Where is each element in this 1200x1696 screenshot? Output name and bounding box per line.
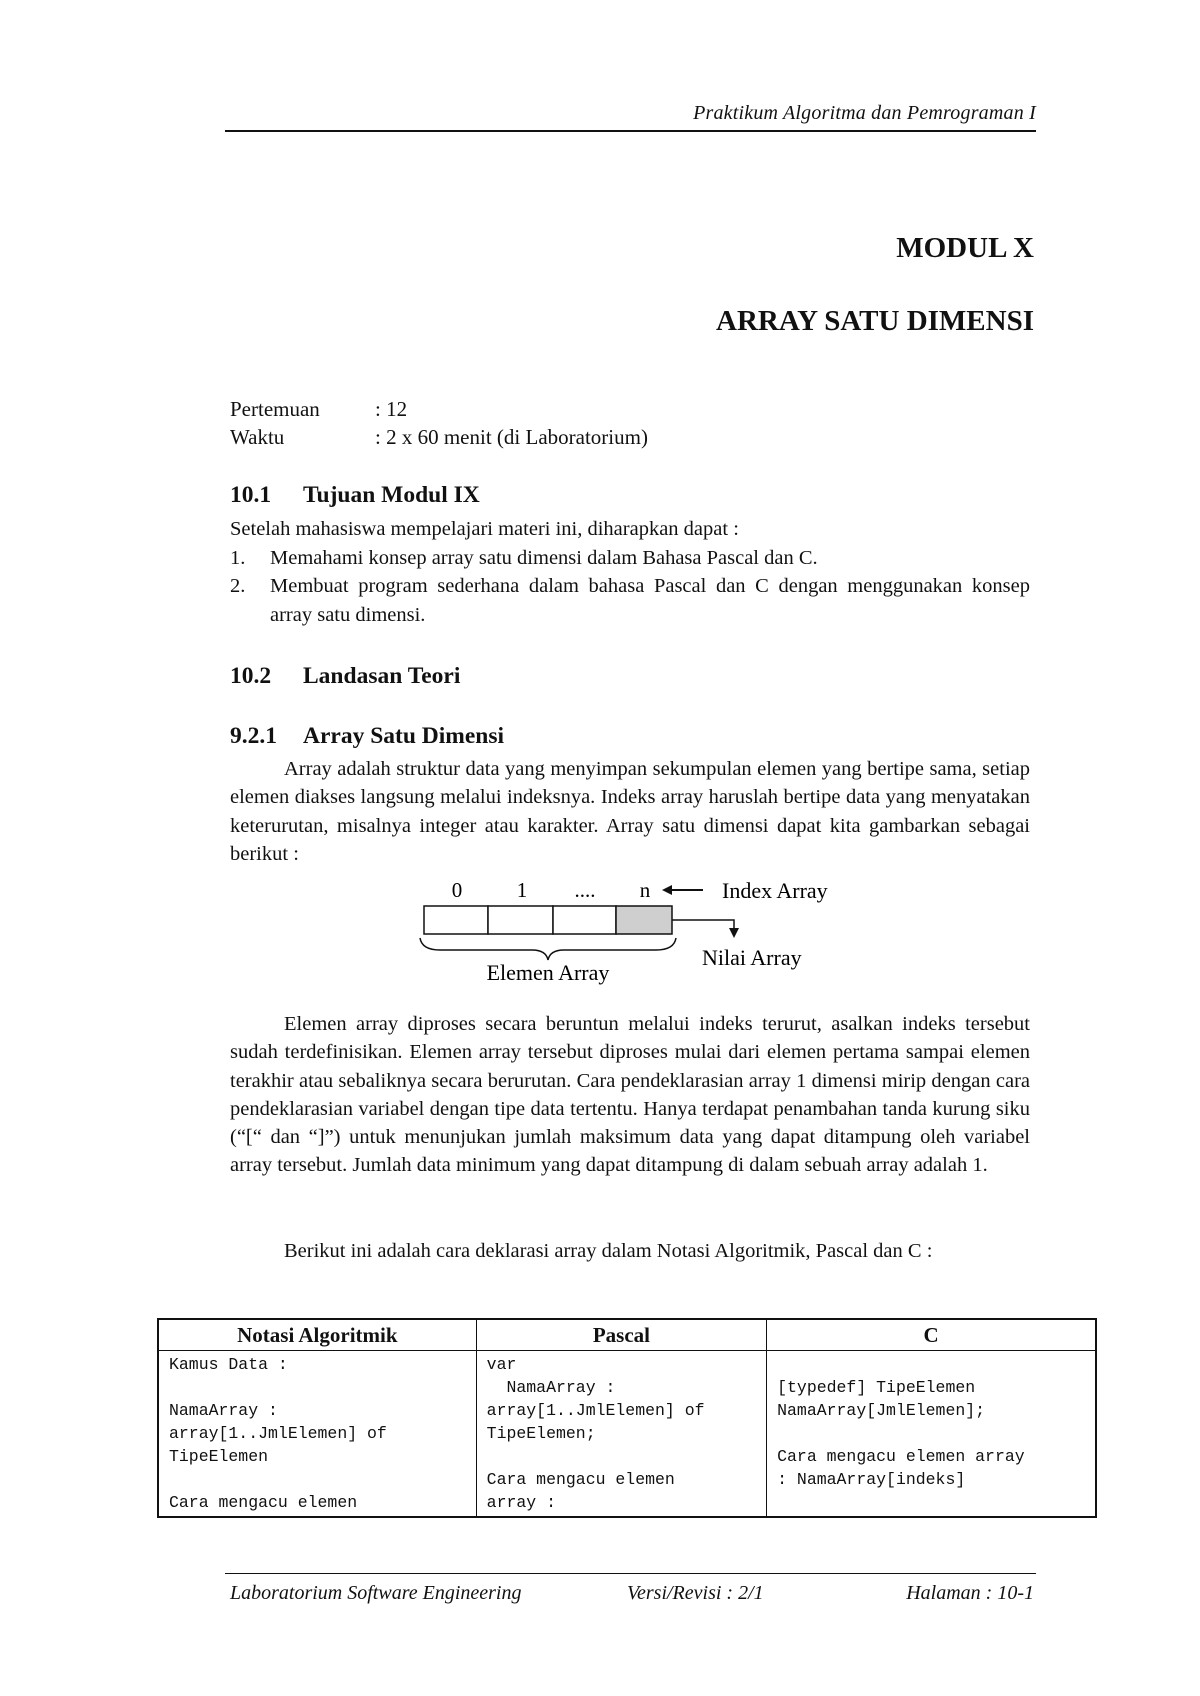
cell-pascal-code: var NamaArray : array[1..JmlElemen] of TipeElemen; Cara mengacu elemen array : <box>476 1351 766 1518</box>
column-header-pascal: Pascal <box>476 1319 766 1351</box>
value-connector <box>672 920 734 930</box>
array-diagram <box>400 870 860 990</box>
meta-row-meeting <box>230 397 407 422</box>
meta-key: Waktu <box>230 425 285 449</box>
list-number: 2. <box>230 575 246 598</box>
section-number: 9.2.1 <box>230 723 277 749</box>
list-number: 1. <box>230 547 246 569</box>
index-label-1: 1 <box>516 878 528 902</box>
page-header: Praktikum Algoritma dan Pemrograman I <box>693 102 1036 124</box>
column-header-c: C <box>767 1319 1096 1351</box>
section-title: Tujuan Modul IX <box>303 482 480 508</box>
footer-rule <box>225 1573 1036 1574</box>
cell-c-code: [typedef] TipeElemen NamaArray[JmlElemen]; Cara mengacu elemen array : NamaArray[indeks] <box>767 1351 1096 1518</box>
footer-page: Halaman : 10-1 <box>906 1582 1034 1604</box>
paragraph-array-definition: Array adalah struktur data yang menyimpan sekumpulan elemen yang bertipe sama, setiap elemen diakses langsung melalui indeksnya. Indeks array haruslah bertipe data yang menyatakan keterurutan, misalnya integer atau karakter. Array satu dimensi dapat kita gambarkan sebagai berikut : <box>230 758 1030 865</box>
cell-algorithmic-code: Kamus Data : NamaArray : array[1..JmlElemen] of TipeElemen Cara mengacu elemen <box>158 1351 476 1518</box>
index-label-0: 0 <box>451 878 463 902</box>
index-label-n: n <box>639 878 651 902</box>
array-cell-highlighted <box>616 906 672 934</box>
meta-value: : 2 x 60 menit (di Laboratorium) <box>375 425 648 449</box>
section-number: 10.2 <box>230 663 272 689</box>
section-heading-theory <box>230 663 460 690</box>
section-number: 10.1 <box>230 482 272 508</box>
value-arrow-head <box>729 928 739 938</box>
paragraph-array-processing: Elemen array diproses secara beruntun melalui indeks terurut, asalkan indeks tersebut sudah terdefinisikan. Elemen array tersebut diproses mulai dari elemen pertama sampai elemen terakhir atau sebaliknya secara berurutan. Cara pendeklarasian array 1 dimensi mirip dengan cara pendeklarasian variabel dengan tipe data tertentu. Hanya terdapat penambahan tanda kurung siku (“[“ dan “]”) untuk menunjukan jumlah maksimum data yang dapat ditampung oleh variabel array tersebut. Jumlah data minimum yang dapat ditampung di dalam sebuah array adalah 1. <box>230 1013 1030 1177</box>
value-array-label: Nilai Array <box>702 945 802 970</box>
section-title: Array Satu Dimensi <box>303 723 505 749</box>
index-array-label: Index Array <box>722 878 828 903</box>
index-arrow-head <box>662 885 672 895</box>
list-text: Membuat program sederhana dalam bahasa Pascal dan C dengan menggunakan konsep array satu dimensi. <box>270 575 1030 626</box>
section-title: Landasan Teori <box>303 663 461 689</box>
index-label-ellipsis: .... <box>574 878 596 902</box>
meta-row-time <box>230 425 648 450</box>
paragraph-declaration-intro: Berikut ini adalah cara deklarasi array dalam Notasi Algoritmik, Pascal dan C : <box>284 1240 933 1262</box>
header-rule <box>225 130 1036 132</box>
section-heading-goals <box>230 482 480 509</box>
table-row <box>158 1351 1096 1518</box>
meta-key: Pertemuan <box>230 397 320 421</box>
footer-lab: Laboratorium Software Engineering <box>230 1582 522 1604</box>
list-item <box>230 572 1030 629</box>
footer-version: Versi/Revisi : 2/1 <box>627 1582 764 1604</box>
array-cell <box>553 906 616 934</box>
element-brace <box>420 938 676 960</box>
array-cell <box>488 906 553 934</box>
array-cell <box>424 906 488 934</box>
goals-intro: Setelah mahasiswa mempelajari materi ini, diharapkan dapat : <box>230 518 739 540</box>
module-title: MODUL X <box>896 232 1034 264</box>
element-array-label: Elemen Array <box>486 960 610 985</box>
list-text: Memahami konsep array satu dimensi dalam Bahasa Pascal dan C. <box>270 547 818 569</box>
table-header-row <box>158 1319 1096 1351</box>
meta-value: : 12 <box>375 397 408 421</box>
list-item <box>230 544 1030 572</box>
goals-list <box>230 544 1030 629</box>
column-header-algorithmic: Notasi Algoritmik <box>158 1319 476 1351</box>
section-heading-array <box>230 723 504 750</box>
declaration-table <box>157 1318 1097 1518</box>
module-topic: ARRAY SATU DIMENSI <box>716 305 1034 337</box>
